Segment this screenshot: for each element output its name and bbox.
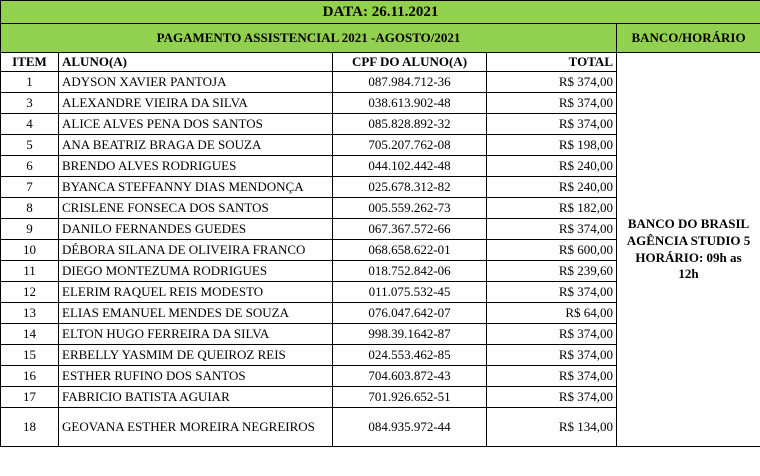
bank-info-cell [617,53,760,447]
aluno-cell: ALEXANDRE VIEIRA DA SILVA [59,93,333,114]
column-header-item: ITEM [1,53,59,72]
total-cell: R$ 374,00 [487,366,617,387]
bank-info-line1: BANCO DO BRASIL [627,215,750,231]
aluno-cell: ESTHER RUFINO DOS SANTOS [59,366,333,387]
total-cell: R$ 374,00 [487,219,617,240]
total-cell: R$ 374,00 [487,282,617,303]
total-cell: R$ 600,00 [487,240,617,261]
aluno-cell: ALICE ALVES PENA DOS SANTOS [59,114,333,135]
aluno-cell: ELTON HUGO FERREIRA DA SILVA [59,324,333,345]
total-cell: R$ 374,00 [487,72,617,93]
item-cell: 17 [1,387,59,408]
column-header-cpf: CPF DO ALUNO(A) [333,53,487,72]
cpf-cell: 011.075.532-45 [333,282,487,303]
item-cell: 7 [1,177,59,198]
item-cell: 14 [1,324,59,345]
cpf-cell: 067.367.572-66 [333,219,487,240]
total-cell: R$ 198,00 [487,135,617,156]
aluno-cell: ELERIM RAQUEL REIS MODESTO [59,282,333,303]
item-cell: 11 [1,261,59,282]
item-cell: 13 [1,303,59,324]
total-cell: R$ 182,00 [487,198,617,219]
aluno-cell: DIEGO MONTEZUMA RODRIGUES [59,261,333,282]
bank-info-line4: 12h [678,266,699,282]
cpf-cell: 068.658.622-01 [333,240,487,261]
total-cell: R$ 374,00 [487,387,617,408]
total-cell: R$ 134,00 [487,408,617,447]
date-banner: DATA: 26.11.2021 [1,1,760,24]
item-cell: 6 [1,156,59,177]
column-header-aluno: ALUNO(A) [59,53,333,72]
item-cell: 18 [1,408,59,447]
bank-info-line3: HORÁRIO: 09h as [635,249,742,265]
item-cell: 9 [1,219,59,240]
cpf-cell: 087.984.712-36 [333,72,487,93]
aluno-cell: FABRICIO BATISTA AGUIAR [59,387,333,408]
cpf-cell: 038.613.902-48 [333,93,487,114]
aluno-cell: ADYSON XAVIER PANTOJA [59,72,333,93]
item-cell: 5 [1,135,59,156]
total-cell: R$ 240,00 [487,156,617,177]
aluno-cell: CRISLENE FONSECA DOS SANTOS [59,198,333,219]
total-cell: R$ 374,00 [487,114,617,135]
column-header-total: TOTAL [487,53,617,72]
item-cell: 10 [1,240,59,261]
cpf-cell: 085.828.892-32 [333,114,487,135]
cpf-cell: 044.102.442-48 [333,156,487,177]
cpf-cell: 998.39.1642-87 [333,324,487,345]
bank-header: BANCO/HORÁRIO [617,24,760,53]
aluno-cell: ANA BEATRIZ BRAGA DE SOUZA [59,135,333,156]
total-cell: R$ 374,00 [487,345,617,366]
cpf-cell: 084.935.972-44 [333,408,487,447]
cpf-cell: 705.207.762-08 [333,135,487,156]
aluno-cell: ELIAS EMANUEL MENDES DE SOUZA [59,303,333,324]
cpf-cell: 024.553.462-85 [333,345,487,366]
cpf-cell: 025.678.312-82 [333,177,487,198]
aluno-cell: DANILO FERNANDES GUEDES [59,219,333,240]
section-title: PAGAMENTO ASSISTENCIAL 2021 -AGOSTO/2021 [1,24,617,53]
total-cell: R$ 374,00 [487,93,617,114]
total-cell: R$ 64,00 [487,303,617,324]
total-cell: R$ 240,00 [487,177,617,198]
aluno-cell: DÉBORA SILANA DE OLIVEIRA FRANCO [59,240,333,261]
cpf-cell: 701.926.652-51 [333,387,487,408]
item-cell: 12 [1,282,59,303]
total-cell: R$ 239,60 [487,261,617,282]
cpf-cell: 005.559.262-73 [333,198,487,219]
item-cell: 4 [1,114,59,135]
item-cell: 16 [1,366,59,387]
cpf-cell: 076.047.642-07 [333,303,487,324]
bank-info-line2: AGÊNCIA STUDIO 5 [626,232,751,248]
total-cell: R$ 374,00 [487,324,617,345]
aluno-cell: ERBELLY YASMIM DE QUEIROZ REIS [59,345,333,366]
item-cell: 15 [1,345,59,366]
aluno-cell: BYANCA STEFFANNY DIAS MENDONÇA [59,177,333,198]
cpf-cell: 018.752.842-06 [333,261,487,282]
aluno-cell: GEOVANA ESTHER MOREIRA NEGREIROS [59,408,333,447]
aluno-cell: BRENDO ALVES RODRIGUES [59,156,333,177]
item-cell: 1 [1,72,59,93]
item-cell: 3 [1,93,59,114]
cpf-cell: 704.603.872-43 [333,366,487,387]
item-cell: 8 [1,198,59,219]
